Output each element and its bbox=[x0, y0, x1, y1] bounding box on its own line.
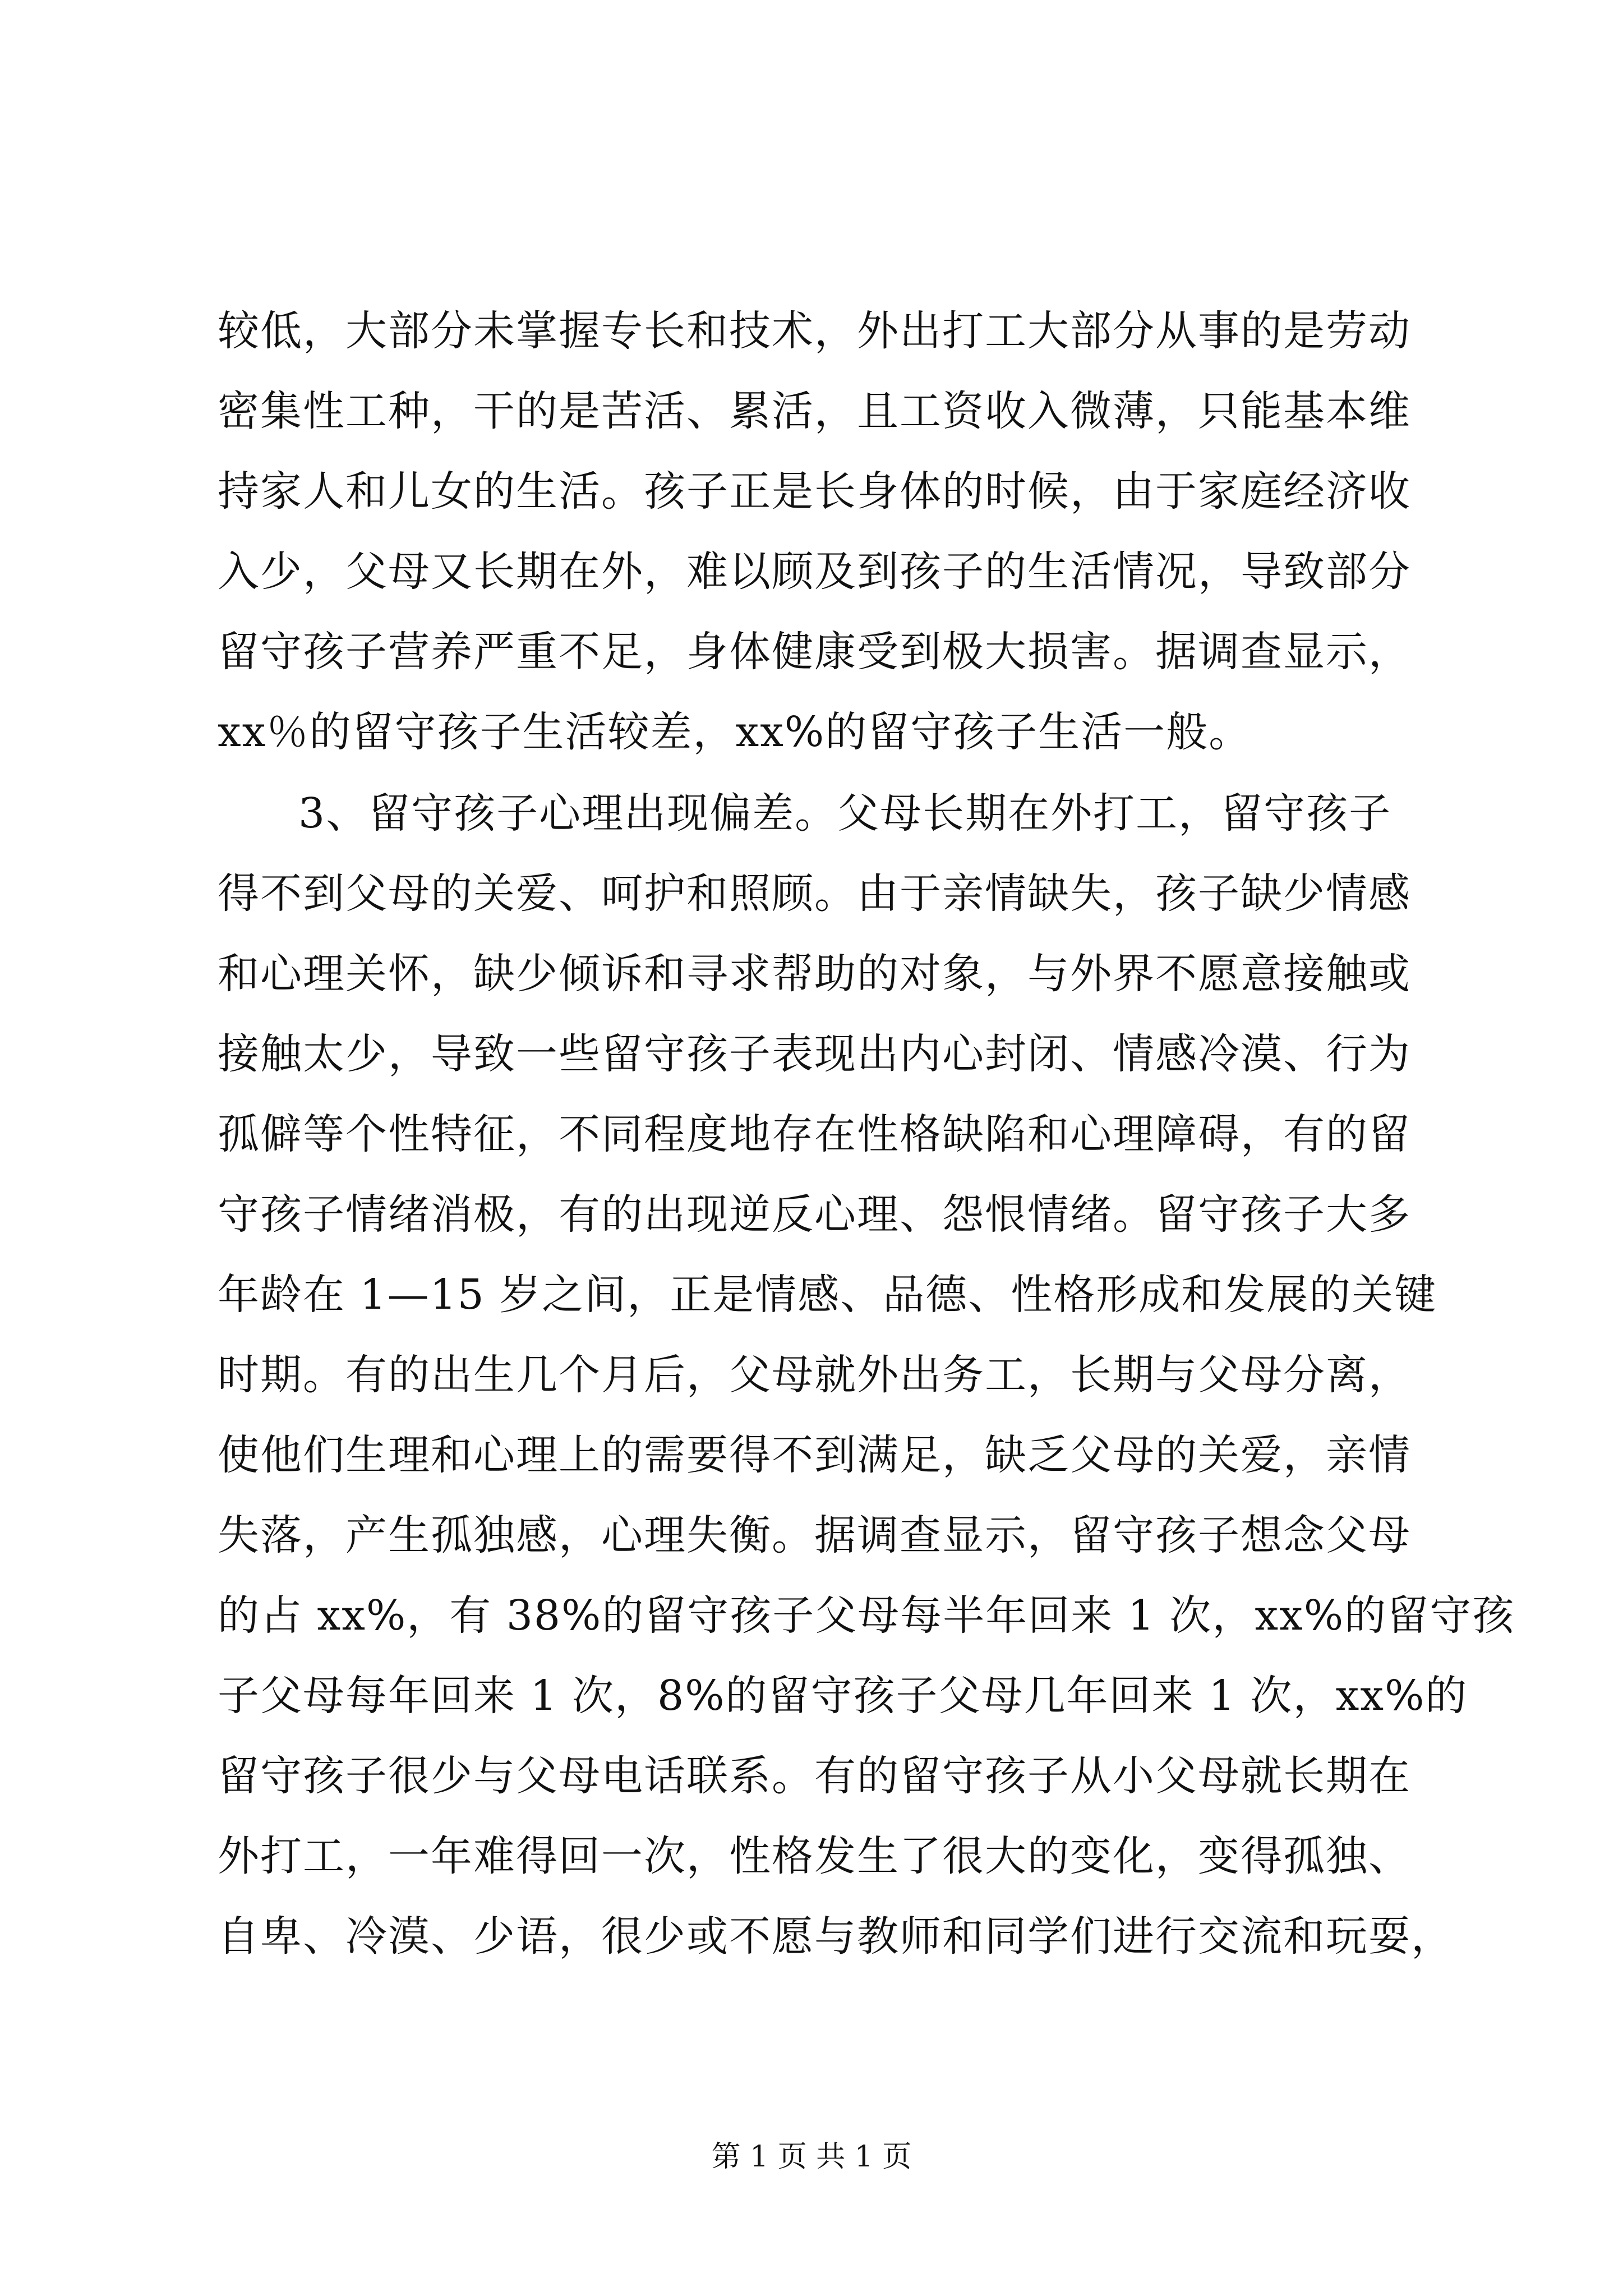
body-text-line: 接触太少，导致一些留守孩子表现出内心封闭、情感冷漠、行为 bbox=[218, 1030, 1411, 1078]
body-text-line: 使他们生理和心理上的需要得不到满足，缺乏父母的关爱，亲情 bbox=[218, 1431, 1411, 1479]
body-text-line: 时期。有的出生几个月后，父母就外出务工，长期与父母分离， bbox=[218, 1351, 1411, 1399]
body-text-line: 孤僻等个性特征，不同程度地存在性格缺陷和心理障碍，有的留 bbox=[218, 1110, 1411, 1158]
body-text-line: 自卑、冷漠、少语，很少或不愿与教师和同学们进行交流和玩耍， bbox=[218, 1912, 1454, 1961]
body-text-line: 的占 xx%，有 38%的留守孩子父母每半年回来 1 次，xx%的留守孩 bbox=[218, 1591, 1515, 1640]
paragraph-start-line: 3、留守孩子心理出现偏差。父母长期在外打工，留守孩子 bbox=[298, 789, 1392, 838]
body-text-line: 和心理关怀，缺少倾诉和寻求帮助的对象，与外界不愿意接触或 bbox=[218, 950, 1411, 998]
body-text-line: 密集性工种，干的是苦活、累活，且工资收入微薄，只能基本维 bbox=[218, 387, 1411, 435]
body-text-line: xx％的留守孩子生活较差，xx%的留守孩子生活一般。 bbox=[218, 708, 1252, 756]
page-number-footer: 第 1 页 共 1 页 bbox=[711, 2140, 912, 2174]
body-text-line: 持家人和儿女的生活。孩子正是长身体的时候，由于家庭经济收 bbox=[218, 467, 1411, 516]
body-text-line: 守孩子情绪消极，有的出现逆反心理、怨恨情绪。留守孩子大多 bbox=[218, 1190, 1411, 1239]
body-text-line: 子父母每年回来 1 次，8%的留守孩子父母几年回来 1 次，xx%的 bbox=[218, 1672, 1468, 1720]
body-text-line: 年龄在 1—15 岁之间，正是情感、品德、性格形成和发展的关键 bbox=[218, 1271, 1437, 1319]
body-text-line: 失落，产生孤独感，心理失衡。据调查显示，留守孩子想念父母 bbox=[218, 1511, 1411, 1559]
body-text-line: 外打工，一年难得回一次，性格发生了很大的变化，变得孤独、 bbox=[218, 1832, 1411, 1880]
body-text-line: 得不到父母的关爱、呵护和照顾。由于亲情缺失，孩子缺少情感 bbox=[218, 869, 1411, 918]
body-text-line: 留守孩子很少与父母电话联系。有的留守孩子从小父母就长期在 bbox=[218, 1752, 1411, 1800]
body-text-line: 留守孩子营养严重不足，身体健康受到极大损害。据调查显示， bbox=[218, 628, 1411, 676]
body-text-line: 较低，大部分未掌握专长和技术，外出打工大部分从事的是劳动 bbox=[218, 307, 1411, 355]
body-text-line: 入少，父母又长期在外，难以顾及到孩子的生活情况，导致部分 bbox=[218, 547, 1411, 596]
